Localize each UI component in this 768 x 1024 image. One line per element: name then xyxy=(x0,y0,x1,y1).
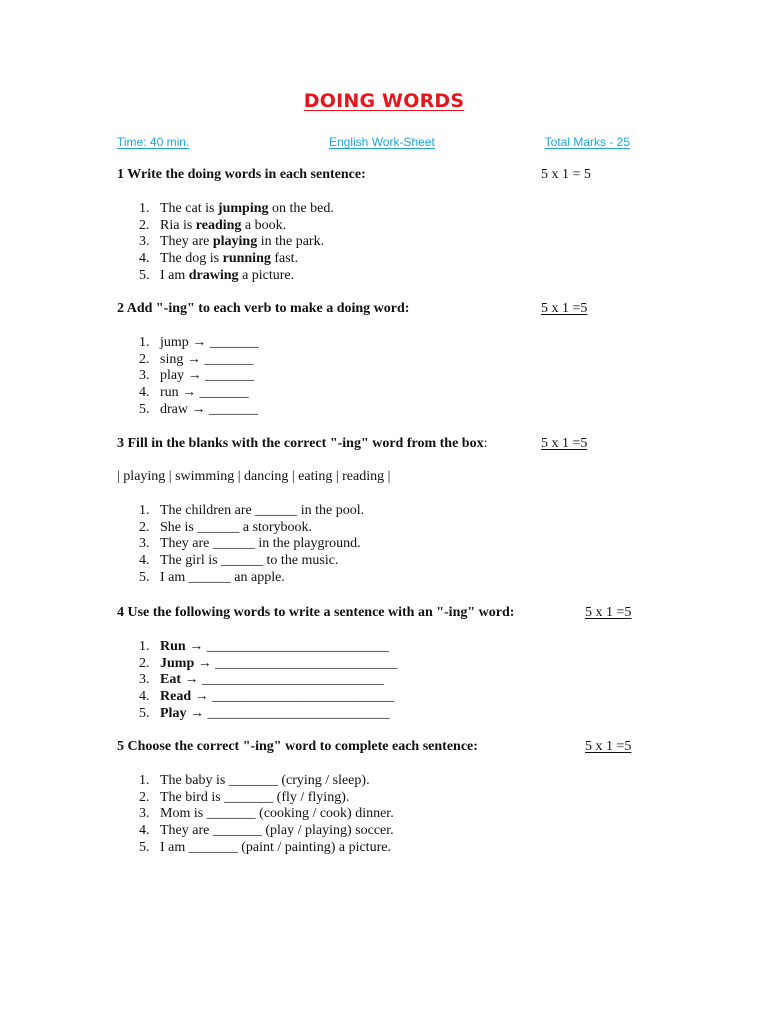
question-heading-row xyxy=(117,301,637,319)
doing-word: Jump xyxy=(160,655,195,671)
list-item xyxy=(117,553,364,570)
list-item-text: The dog is xyxy=(160,251,223,267)
doing-word: jumping xyxy=(217,201,269,216)
question-list xyxy=(117,201,334,284)
marks-label: 5 x 1 =5 xyxy=(541,301,588,316)
time-label: Time: 40 min. xyxy=(117,135,190,149)
list-item xyxy=(117,402,259,419)
list-item-text: a picture. xyxy=(238,267,295,283)
question-heading xyxy=(117,605,514,621)
list-item-text: run → _______ xyxy=(160,385,249,401)
list-item xyxy=(117,773,394,790)
list-item-text: jump → _______ xyxy=(160,335,259,350)
list-item xyxy=(117,201,334,218)
word-box: | playing | swimming | dancing | eating | reading | xyxy=(117,469,391,484)
list-item-number: 2. xyxy=(139,351,150,367)
list-item-number: 3. xyxy=(139,806,150,822)
list-item-text: I am ______ an apple. xyxy=(160,569,285,585)
question-section-1 xyxy=(117,167,637,283)
marks-label: 5 x 1 =5 xyxy=(585,739,632,754)
list-item xyxy=(117,790,394,807)
list-item-text: The baby is _______ (crying / sleep). xyxy=(160,773,370,788)
list-item xyxy=(117,385,259,402)
list-item xyxy=(117,823,394,840)
question-list xyxy=(117,503,364,586)
worksheet-header xyxy=(117,135,630,151)
marks-label: 5 x 1 =5 xyxy=(541,436,588,451)
list-item-number: 3. xyxy=(139,234,150,250)
list-item-number: 4. xyxy=(139,553,150,569)
list-item-text: The girl is ______ to the music. xyxy=(160,553,339,569)
question-heading-text: 5 Choose the correct "-ing" word to complete each sentence: xyxy=(117,739,478,754)
doing-word: drawing xyxy=(188,267,239,283)
list-item-number: 5. xyxy=(139,705,150,721)
list-item xyxy=(117,840,394,857)
list-item xyxy=(117,503,364,520)
list-item-text: → __________________________ xyxy=(186,705,390,721)
list-item xyxy=(117,806,394,823)
list-item xyxy=(117,335,259,352)
question-heading-text: 3 Fill in the blanks with the correct "-ing" word from the box xyxy=(117,436,484,451)
list-item xyxy=(117,639,397,656)
list-item-text: draw → _______ xyxy=(160,401,258,417)
list-item xyxy=(117,218,334,235)
list-item xyxy=(117,368,259,385)
question-list xyxy=(117,639,397,722)
doing-word: playing xyxy=(212,234,258,250)
list-item-number: 1. xyxy=(139,639,150,654)
list-item xyxy=(117,570,364,587)
list-item-number: 4. xyxy=(139,689,150,705)
list-item xyxy=(117,268,334,285)
question-list xyxy=(117,773,394,856)
list-item-number: 3. xyxy=(139,368,150,384)
subject-label: English Work-Sheet xyxy=(329,135,435,149)
list-item-number: 1. xyxy=(139,335,150,350)
question-heading-row xyxy=(117,167,637,185)
list-item xyxy=(117,520,364,537)
list-item-number: 2. xyxy=(139,217,150,233)
question-section-5 xyxy=(117,739,637,855)
list-item-text: They are _______ (play / playing) soccer. xyxy=(160,823,394,839)
list-item-text: fast. xyxy=(270,251,299,267)
list-item-number: 3. xyxy=(139,536,150,552)
list-item xyxy=(117,706,397,723)
list-item-number: 4. xyxy=(139,823,150,839)
list-item-text: I am xyxy=(160,267,189,283)
marks-label: 5 x 1 = 5 xyxy=(541,167,591,182)
list-item-text: Mom is _______ (cooking / cook) dinner. xyxy=(160,806,394,822)
list-item-text: in the park. xyxy=(257,234,325,250)
list-item-number: 4. xyxy=(139,251,150,267)
doing-word: Run xyxy=(160,639,186,654)
question-heading-text: : xyxy=(483,436,488,451)
list-item xyxy=(117,672,397,689)
question-heading xyxy=(117,167,366,183)
doing-word: Play xyxy=(160,705,187,721)
list-item-number: 2. xyxy=(139,789,150,805)
list-item-number: 1. xyxy=(139,201,150,216)
list-item-text: → __________________________ xyxy=(194,655,398,671)
list-item-text: a book. xyxy=(241,217,287,233)
question-heading-row xyxy=(117,605,637,623)
total-marks-label: Total Marks - 25 xyxy=(544,135,630,149)
list-item xyxy=(117,251,334,268)
list-item-text: The bird is _______ (fly / flying). xyxy=(160,789,350,805)
doing-word: running xyxy=(222,251,271,267)
list-item-text: → __________________________ xyxy=(185,639,389,654)
question-heading xyxy=(117,436,487,452)
list-item-text: → __________________________ xyxy=(181,672,384,688)
list-item-text: Ria is xyxy=(160,217,196,233)
marks-label: 5 x 1 =5 xyxy=(585,605,632,620)
list-item-text: play → _______ xyxy=(160,368,255,384)
list-item-text: I am _______ (paint / painting) a picture. xyxy=(160,839,391,855)
list-item-number: 5. xyxy=(139,401,150,417)
question-heading-text: 2 Add "-ing" to each verb to make a doing word: xyxy=(117,301,410,316)
question-section-4 xyxy=(117,605,637,721)
question-section-2 xyxy=(117,301,637,417)
list-item-text: sing → _______ xyxy=(160,351,254,367)
question-list xyxy=(117,335,259,418)
list-item-number: 2. xyxy=(139,519,150,535)
list-item-text: The cat is xyxy=(160,201,218,216)
list-item-number: 5. xyxy=(139,569,150,585)
question-heading-text: 4 Use the following words to write a sentence with an "-ing" word: xyxy=(117,605,515,620)
list-item-text: → __________________________ xyxy=(191,689,395,705)
list-item-text: They are ______ in the playground. xyxy=(160,536,361,552)
list-item xyxy=(117,536,364,553)
doing-word: reading xyxy=(195,217,242,233)
worksheet-title: DOING WORDS xyxy=(303,90,465,112)
list-item-number: 4. xyxy=(139,385,150,401)
list-item-number: 1. xyxy=(139,503,150,518)
list-item-number: 3. xyxy=(139,672,150,688)
question-heading xyxy=(117,739,478,755)
list-item xyxy=(117,689,397,706)
list-item-text: They are xyxy=(160,234,213,250)
list-item-text: She is ______ a storybook. xyxy=(160,519,313,535)
list-item xyxy=(117,352,259,369)
doing-word: Read xyxy=(160,689,192,705)
question-heading-text: 1 Write the doing words in each sentence: xyxy=(117,167,366,182)
question-section-3 xyxy=(117,436,637,585)
list-item-number: 2. xyxy=(139,655,150,671)
list-item xyxy=(117,656,397,673)
doing-word: Eat xyxy=(160,672,181,688)
list-item-text: on the bed. xyxy=(268,201,334,216)
list-item-number: 5. xyxy=(139,267,150,283)
question-heading-row xyxy=(117,739,637,757)
question-heading-row xyxy=(117,436,637,454)
question-heading xyxy=(117,301,409,317)
list-item xyxy=(117,234,334,251)
list-item-number: 5. xyxy=(139,839,150,855)
list-item-number: 1. xyxy=(139,773,150,788)
list-item-text: The children are ______ in the pool. xyxy=(160,503,365,518)
